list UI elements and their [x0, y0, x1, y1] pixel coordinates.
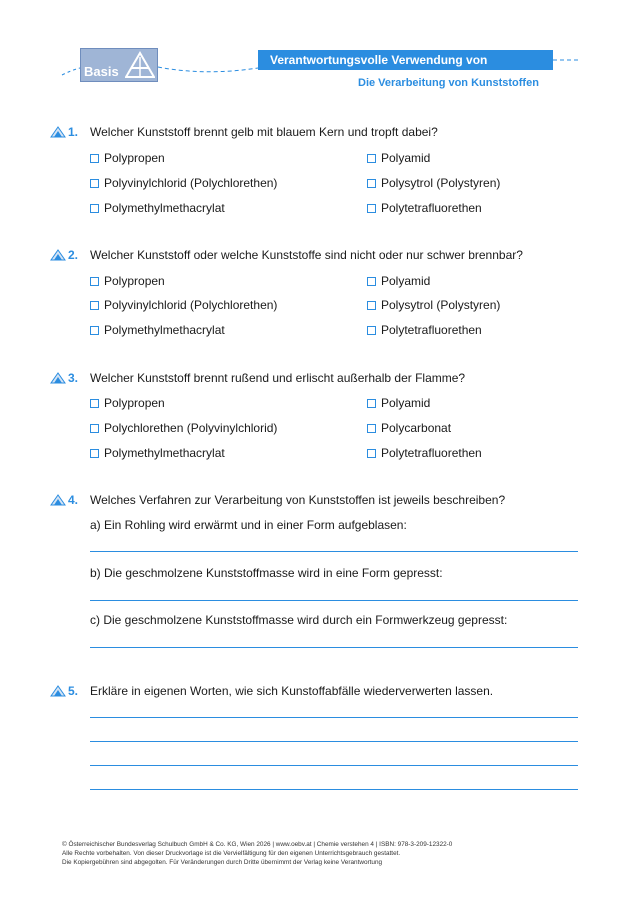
checkbox-icon[interactable] — [90, 204, 99, 213]
level-mountain-icon — [50, 126, 66, 138]
option-checkbox[interactable]: Polytetrafluorethen — [367, 446, 482, 460]
footer-line: Alle Rechte vorbehalten. Von dieser Druckvorlage ist die Vervielfältigung für den eigenen Unterrichtsgebrauch gestattet. — [62, 850, 401, 857]
checkbox-icon[interactable] — [90, 424, 99, 433]
option-checkbox[interactable]: Polypropen — [90, 396, 165, 410]
option-checkbox[interactable]: Polysytrol (Polystyren) — [367, 176, 500, 190]
basis-logo — [80, 48, 158, 82]
option-checkbox[interactable]: Polytetrafluorethen — [367, 201, 482, 215]
subquestion-c: c) Die geschmolzene Kunststoffmasse wird durch ein Formwerkzeug gepresst: — [90, 613, 508, 627]
question-number: 4. — [68, 493, 79, 507]
checkbox-icon[interactable] — [367, 301, 376, 310]
question-text: Erkläre in eigenen Worten, wie sich Kunstoffabfälle wiederverwerten lassen. — [90, 684, 494, 698]
option-checkbox[interactable]: Polyamid — [367, 274, 430, 288]
footer-line: © Österreichischer Bundesverlag Schulbuch GmbH & Co. KG, Wien 2026 | www.oebv.at | Chemie verstehen 4 | ISBN: 978-3-209-12322-0 — [62, 841, 453, 848]
option-checkbox[interactable]: Polycarbonat — [367, 421, 451, 435]
subquestion-a: a) Ein Rohling wird erwärmt und in einer Form aufgeblasen: — [90, 518, 407, 532]
checkbox-icon[interactable] — [367, 154, 376, 163]
checkbox-icon[interactable] — [367, 204, 376, 213]
question-text: Welcher Kunststoff brennt gelb mit blauem Kern und tropft dabei? — [90, 125, 438, 139]
question-number: 2. — [68, 248, 79, 262]
option-checkbox[interactable]: Polyamid — [367, 396, 430, 410]
option-checkbox[interactable]: Polypropen — [90, 151, 165, 165]
option-checkbox[interactable]: Polymethylmethacrylat — [90, 323, 225, 337]
option-checkbox[interactable]: Polypropen — [90, 274, 165, 288]
subquestion-b: b) Die geschmolzene Kunststoffmasse wird in eine Form gepresst: — [90, 566, 443, 580]
question-text: Welcher Kunststoff oder welche Kunststoffe sind nicht oder nur schwer brennbar? — [90, 248, 523, 262]
level-mountain-icon — [50, 685, 66, 697]
section-subtitle: Die Verarbeitung von Kunststoffen — [358, 77, 539, 89]
checkbox-icon[interactable] — [367, 449, 376, 458]
question-text: Welches Verfahren zur Verarbeitung von Kunststoffen ist jeweils beschreiben? — [90, 493, 506, 507]
checkbox-icon[interactable] — [90, 326, 99, 335]
answer-line[interactable] — [90, 741, 578, 742]
level-mountain-icon — [50, 494, 66, 506]
copyright-footer — [62, 840, 452, 867]
answer-line[interactable] — [90, 551, 578, 552]
question-text: Welcher Kunststoff brennt rußend und erlischt außerhalb der Flamme? — [90, 371, 466, 385]
option-checkbox[interactable]: Polyamid — [367, 151, 430, 165]
option-checkbox[interactable]: Polymethylmethacrylat — [90, 201, 225, 215]
chapter-banner: Verantwortungsvolle Verwendung von Rohstoffen — [258, 50, 553, 70]
checkbox-icon[interactable] — [90, 179, 99, 188]
answer-line[interactable] — [90, 647, 578, 648]
answer-line[interactable] — [90, 717, 578, 718]
triangle-logo-icon — [125, 51, 155, 79]
option-checkbox[interactable]: Polychlorethen (Polyvinylchlorid) — [90, 421, 277, 435]
checkbox-icon[interactable] — [367, 277, 376, 286]
option-checkbox[interactable]: Polytetrafluorethen — [367, 323, 482, 337]
checkbox-icon[interactable] — [90, 154, 99, 163]
option-checkbox[interactable]: Polyvinylchlorid (Polychlorethen) — [90, 298, 277, 312]
question-number: 3. — [68, 371, 79, 385]
level-mountain-icon — [50, 372, 66, 384]
checkbox-icon[interactable] — [367, 179, 376, 188]
option-checkbox[interactable]: Polyvinylchlorid (Polychlorethen) — [90, 176, 277, 190]
checkbox-icon[interactable] — [90, 449, 99, 458]
footer-line: Die Kopiergebühren sind abgegolten. Für Veränderungen durch Dritte übernimmt der Verlag keine Verantwortung — [62, 859, 383, 866]
option-checkbox[interactable]: Polysytrol (Polystyren) — [367, 298, 500, 312]
answer-line[interactable] — [90, 600, 578, 601]
checkbox-icon[interactable] — [367, 326, 376, 335]
option-checkbox[interactable]: Polymethylmethacrylat — [90, 446, 225, 460]
checkbox-icon[interactable] — [90, 399, 99, 408]
checkbox-icon[interactable] — [90, 301, 99, 310]
answer-line[interactable] — [90, 789, 578, 790]
checkbox-icon[interactable] — [367, 399, 376, 408]
checkbox-icon[interactable] — [367, 424, 376, 433]
question-number: 1. — [68, 125, 79, 139]
level-mountain-icon — [50, 249, 66, 261]
answer-line[interactable] — [90, 765, 578, 766]
checkbox-icon[interactable] — [90, 277, 99, 286]
question-number: 5. — [68, 684, 79, 698]
logo-text: Basis — [84, 64, 119, 79]
